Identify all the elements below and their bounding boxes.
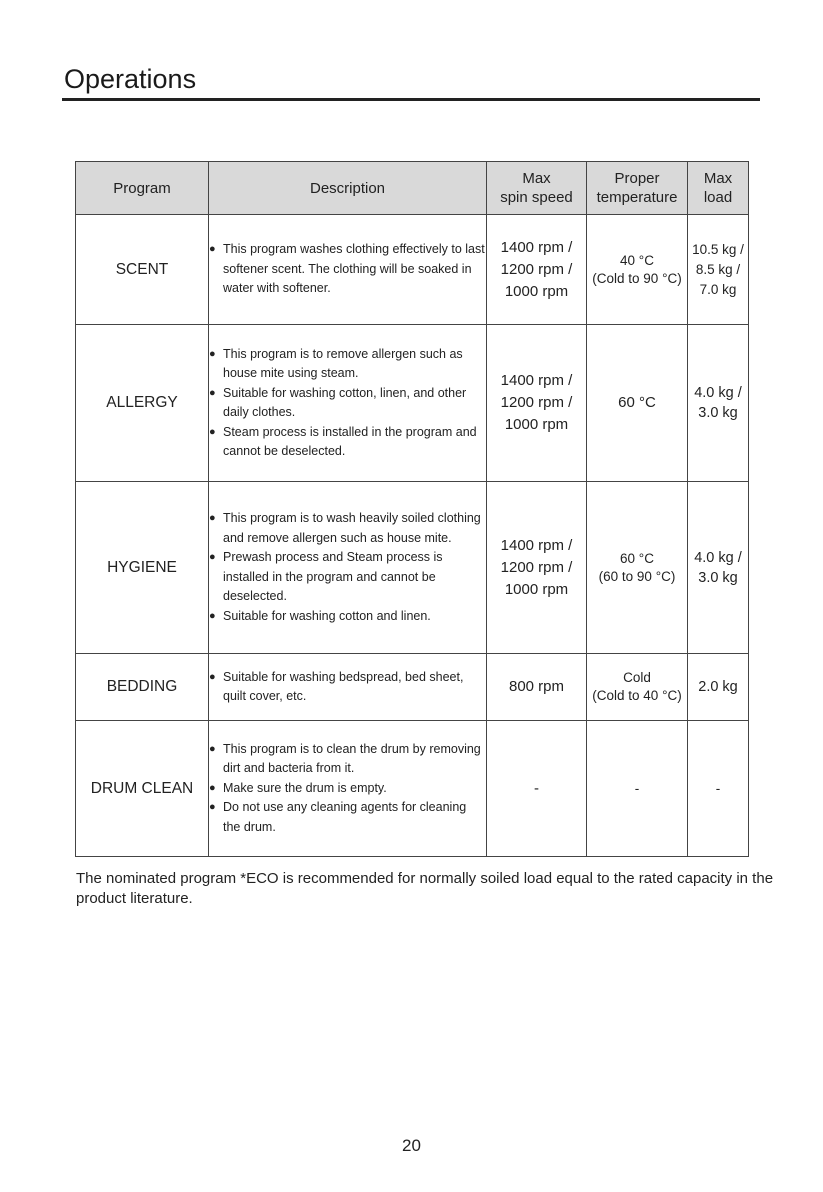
bullet-icon: ● xyxy=(209,425,216,438)
program-description xyxy=(209,721,487,857)
header-max-spin-line-1: Max xyxy=(522,170,551,187)
bullet-icon: ● xyxy=(209,801,216,814)
bullet-icon: ● xyxy=(209,609,216,622)
header-max-spin xyxy=(487,162,587,215)
description-item: ● Suitable for washing cotton and linen. xyxy=(209,607,486,627)
header-program: Program xyxy=(76,162,209,215)
page-number: 20 xyxy=(402,1136,421,1155)
bullet-icon: ● xyxy=(209,386,216,399)
description-item: ● Suitable for washing bedspread, bed sheet, quilt cover, etc. xyxy=(209,669,464,703)
table-row xyxy=(76,482,749,654)
eco-footnote: The nominated program *ECO is recommended for normally soiled load equal to the rated capacity in the product literature. xyxy=(76,870,774,907)
proper-temperature: - xyxy=(587,721,688,857)
program-description xyxy=(209,482,487,654)
description-item: ● This program is to wash heavily soiled clothing and remove allergen such as house mite. xyxy=(209,511,481,545)
bullet-icon: ● xyxy=(209,347,216,360)
program-name: SCENT xyxy=(76,215,209,325)
description-item: ● Prewash process and Steam process is installed in the program and cannot be deselected. xyxy=(209,550,443,603)
max-load: 4.0 kg / 3.0 kg xyxy=(688,325,749,482)
header-max-load xyxy=(688,162,749,215)
proper-temperature: 40 °C (Cold to 90 °C) xyxy=(587,215,688,325)
program-description xyxy=(209,654,487,721)
program-name: ALLERGY xyxy=(76,325,209,482)
header-proper-temp-line-1: Proper xyxy=(614,170,660,187)
bullet-icon: ● xyxy=(209,551,216,563)
program-description xyxy=(209,325,487,482)
page-title: Operations xyxy=(64,64,197,94)
header-max-load-line-2: load xyxy=(703,189,733,206)
program-name: HYGIENE xyxy=(76,482,209,654)
max-load: 2.0 kg xyxy=(688,654,749,721)
title-underline xyxy=(62,98,760,101)
program-name: BEDDING xyxy=(76,654,209,721)
program-name: DRUM CLEAN xyxy=(76,721,209,857)
description-item: ● Steam process is installed in the program and cannot be deselected. xyxy=(209,424,477,458)
max-spin-speed: - xyxy=(487,721,587,857)
bullet-icon: ● xyxy=(209,243,216,256)
description-item: ● This program is to clean the drum by removing dirt and bacteria from it. xyxy=(209,741,481,776)
table-row xyxy=(76,325,749,482)
header-max-spin-line-2: spin speed xyxy=(500,189,573,206)
proper-temperature: 60 °C xyxy=(587,325,688,482)
max-spin-speed: 800 rpm xyxy=(487,654,587,721)
table-row xyxy=(76,721,749,857)
proper-temperature: Cold (Cold to 40 °C) xyxy=(587,654,688,721)
max-load: - xyxy=(688,721,749,857)
max-load: 10.5 kg / 8.5 kg / 7.0 kg xyxy=(688,215,749,325)
bullet-icon: ● xyxy=(209,512,216,524)
max-spin-speed: 1400 rpm / 1200 rpm / 1000 rpm xyxy=(487,325,587,482)
program-description xyxy=(209,215,487,325)
description-item: ● Suitable for washing cotton, linen, and other daily clothes. xyxy=(209,385,467,419)
header-proper-temp-line-2: temperature xyxy=(596,189,678,206)
proper-temperature: 60 °C (60 to 90 °C) xyxy=(587,482,688,654)
header-proper-temp xyxy=(587,162,688,215)
table-row xyxy=(76,654,749,721)
header-max-load-line-1: Max xyxy=(703,170,733,187)
table-row xyxy=(76,215,749,325)
bullet-icon: ● xyxy=(209,670,216,683)
bullet-icon: ● xyxy=(209,742,216,755)
description-item: ● This program is to remove allergen such as house mite using steam. xyxy=(209,346,463,380)
description-item: ● This program washes clothing effectively to last softener scent. The clothing will be soaked in water with softener. xyxy=(209,242,485,296)
header-description: Description xyxy=(209,162,487,215)
operations-table xyxy=(75,161,749,857)
bullet-icon: ● xyxy=(209,781,216,794)
description-item: ● Make sure the drum is empty. xyxy=(209,779,486,799)
description-item: ● Do not use any cleaning agents for cleaning the drum. xyxy=(209,800,467,834)
max-load: 4.0 kg / 3.0 kg xyxy=(688,482,749,654)
max-spin-speed: 1400 rpm / 1200 rpm / 1000 rpm xyxy=(487,215,587,325)
table-header-row xyxy=(76,162,749,215)
max-spin-speed: 1400 rpm / 1200 rpm / 1000 rpm xyxy=(487,482,587,654)
